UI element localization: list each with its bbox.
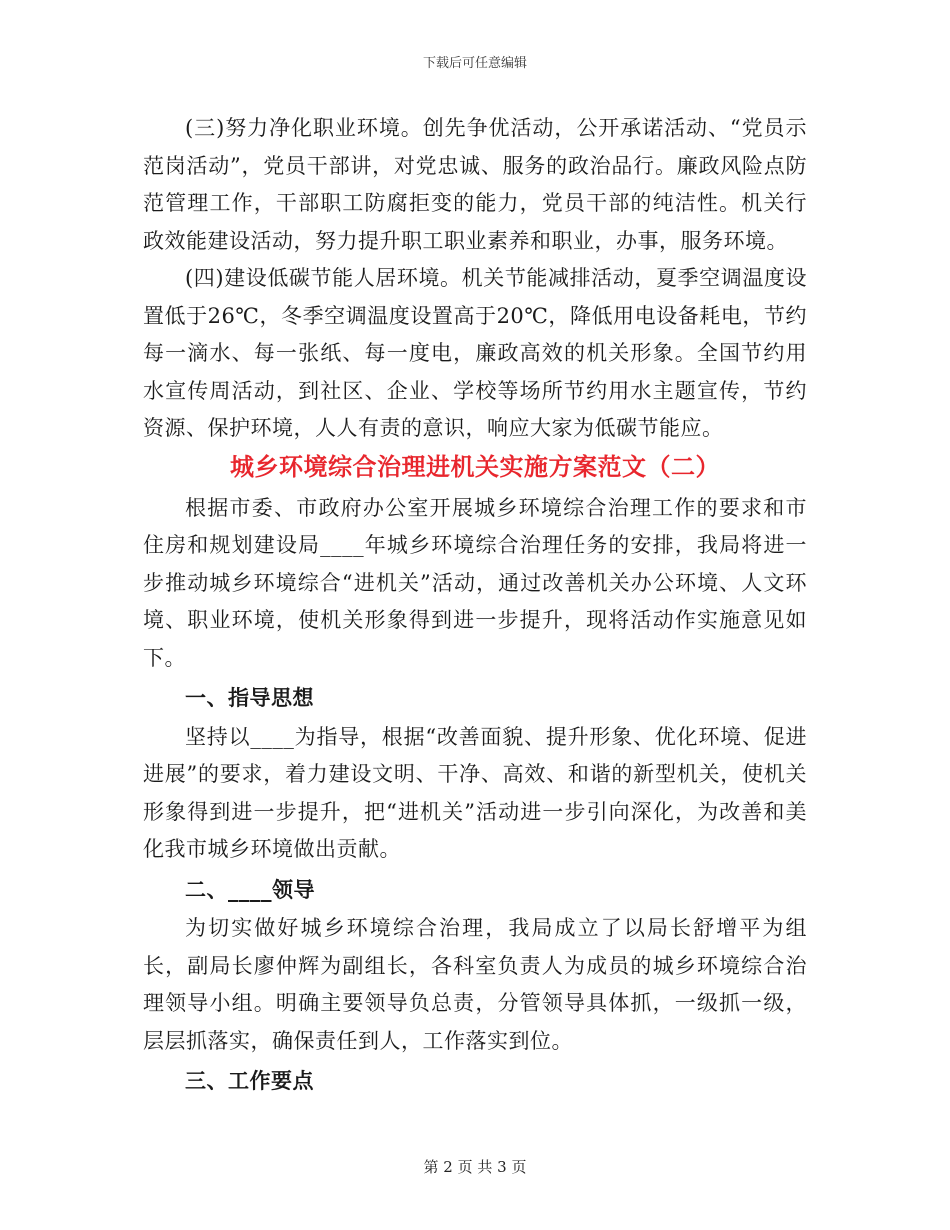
heading-leadership: 二、____领导	[185, 876, 315, 902]
document-body	[143, 110, 807, 1102]
paragraph-guiding-ideology: 坚持以____为指导，根据“改善面貌、提升形象、优化环境、促进进展”的要求，着力建设文明、干净、高效、和谐的新型机关，使机关形象得到进一步提升，把“进机关”活动进一步引向深化，为改善和美化我市城乡环境做出贡献。	[143, 724, 807, 861]
page-header: 下载后可任意编辑	[422, 56, 527, 71]
heading-work-points: 三、工作要点	[185, 1068, 314, 1093]
paragraph-intro: 根据市委、市政府办公室开展城乡环境综合治理工作的要求和市住房和规划建设局____年城乡环境综合治理任务的安排，我局将进一步推动城乡环境综合“进机关”活动，通过改善机关办公环境、人文环境、职业环境，使机关形象得到进一步提升，现将活动作实施意见如下。	[143, 495, 807, 670]
page-number: 第 2 页 共 3 页	[423, 1158, 527, 1176]
paragraph-leadership: 为切实做好城乡环境综合治理，我局成立了以局长舒增平为组长，副局长廖仲辉为副组长，各科室负责人为成员的城乡环境综合治理领导小组。明确主要领导负总责，分管领导具体抓，一级抓一级，层层抓落实，确保责任到人，工作落实到位。	[143, 916, 807, 1053]
document-title: 城乡环境综合治理进机关实施方案范文（二）	[230, 451, 720, 481]
paragraph-section-3: (三)努力净化职业环境。创先争优活动，公开承诺活动、“党员示范岗活动”，党员干部讲，对党忠诚、服务的政治品行。廉政风险点防范管理工作，干部职工防腐拒变的能力，党员干部的纯洁性。机关行政效能建设活动，努力提升职工职业素养和职业，办事，服务环境。	[143, 116, 807, 253]
paragraph-section-4: (四)建设低碳节能人居环境。机关节能减排活动，夏季空调温度设置低于26℃，冬季空调温度设置高于20℃，降低用电设备耗电，节约每一滴水、每一张纸、每一度电，廉政高效的机关形象。全国节约用水宣传周活动，到社区、企业、学校等场所节约用水主题宣传，节约资源、保护环境，人人有责的意识，响应大家为低碳节能应。	[143, 266, 807, 440]
heading-guiding-ideology: 一、指导思想	[185, 685, 314, 710]
